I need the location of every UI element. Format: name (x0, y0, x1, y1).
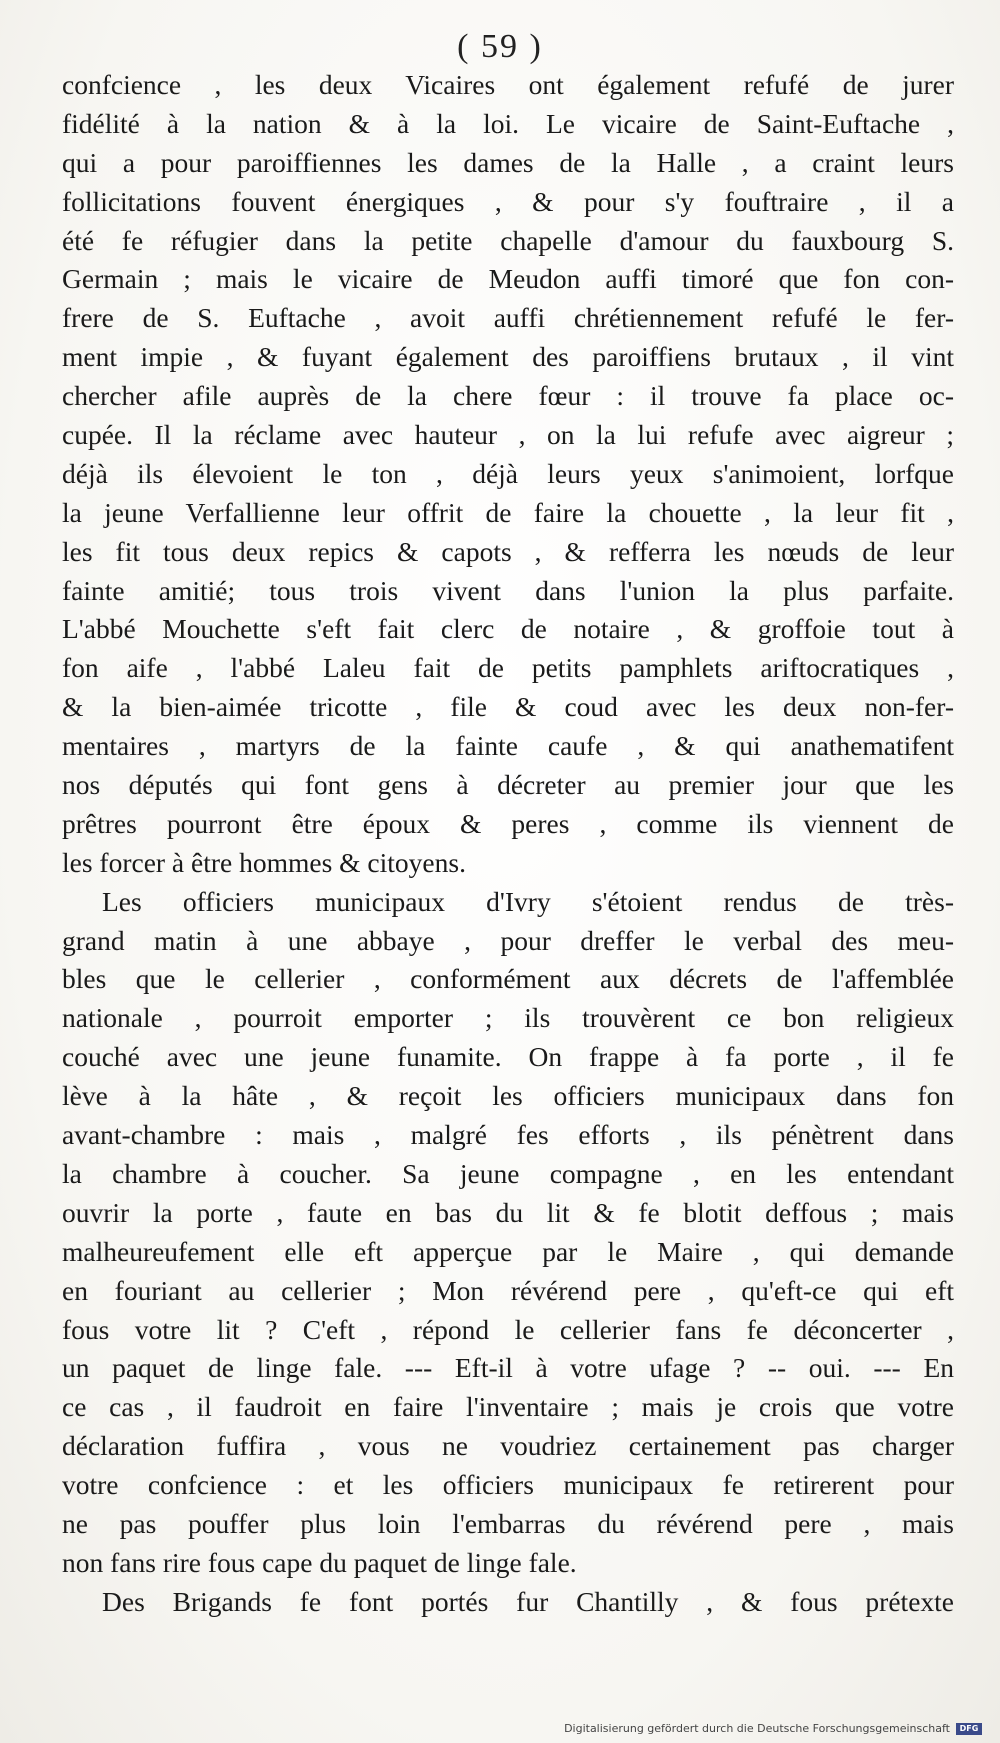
text-line: couché avec une jeune funamite. On frappe à fa porte , il fe (62, 1041, 954, 1073)
text-line: frere de S. Euftache , avoit auffi chrétiennement refufé le fer- (62, 302, 954, 334)
text-line: prêtres pourront être époux & peres , comme ils viennent de (62, 807, 954, 839)
body-text (62, 66, 954, 1622)
text-line: confcience , les deux Vicaires ont également refufé de jurer (62, 69, 954, 100)
text-line: Des Brigands fe font portés fur Chantilly , & fous prétexte (102, 1585, 954, 1617)
text-line: les fit tous deux repics & capots , & refferra les nœuds de leur (62, 535, 954, 567)
credit-text: Digitalisierung gefördert durch die Deutsche Forschungsgemeinschaft (564, 1722, 950, 1735)
text-line: grand matin à une abbaye , pour dreffer le verbal des meu- (62, 924, 954, 956)
text-line: fous votre lit ? C'eft , répond le cellerier fans fe déconcerter , (62, 1313, 954, 1345)
text-line: ouvrir la porte , faute en bas du lit & fe blotit deffous ; mais (62, 1196, 954, 1228)
text-line: non fans rire fous cape du paquet de linge fale. (62, 1546, 577, 1578)
text-line: fidélité à la nation & à la loi. Le vicaire de Saint-Euftache , (62, 107, 954, 139)
text-line: nationale , pourroit emporter ; ils trouvèrent ce bon religieux (62, 1002, 954, 1034)
text-line: cupée. Il la réclame avec hauteur , on la lui refufe avec aigreur ; (62, 419, 954, 451)
dfg-logo-icon: DFG (956, 1723, 982, 1735)
text-line: Germain ; mais le vicaire de Meudon auffi timoré que fon con- (62, 263, 954, 295)
text-line: malheureufement elle eft apperçue par le Maire , qui demande (62, 1235, 954, 1267)
text-line: Les officiers municipaux d'Ivry s'étoient rendus de très- (102, 885, 954, 917)
text-line: en fouriant au cellerier ; Mon révérend pere , qu'eft-ce qui eft (62, 1274, 954, 1306)
text-line: été fe réfugier dans la petite chapelle d'amour du fauxbourg S. (62, 224, 954, 256)
text-line: bles que le cellerier , conformément aux décrets de l'affemblée (62, 963, 954, 995)
text-line: fainte amitié; tous trois vivent dans l'union la plus parfaite. (62, 574, 954, 606)
text-line: déjà ils élevoient le ton , déjà leurs yeux s'animoient, lorfque (62, 457, 954, 489)
text-line: L'abbé Mouchette s'eft fait clerc de notaire , & groffoie tout à (62, 613, 954, 645)
text-line: & la bien-aimée tricotte , file & coud avec les deux non-fer- (62, 691, 954, 723)
text-line: la chambre à coucher. Sa jeune compagne , en les entendant (62, 1157, 954, 1189)
text-line: les forcer à être hommes & citoyens. (62, 846, 466, 878)
text-line: follicitations fouvent énergiques , & pour s'y fouftraire , il a (62, 185, 954, 217)
text-line: un paquet de linge fale. --- Eft-il à votre ufage ? -- oui. --- En (62, 1352, 954, 1384)
text-line: nos députés qui font gens à décreter au premier jour que les (62, 769, 954, 801)
text-line: déclaration fuffira , vous ne voudriez certainement pas charger (62, 1430, 954, 1462)
text-line: fon aife , l'abbé Laleu fait de petits pamphlets ariftocratiques , (62, 652, 954, 684)
text-line: qui a pour paroiffiennes les dames de la Halle , a craint leurs (62, 146, 954, 178)
text-line: lève à la hâte , & reçoit les officiers municipaux dans fon (62, 1080, 954, 1112)
text-line: avant-chambre : mais , malgré fes efforts , ils pénètrent dans (62, 1119, 954, 1151)
text-line: mentaires , martyrs de la fainte caufe , & qui anathematifent (62, 730, 954, 762)
page-number: ( 59 ) (457, 28, 543, 65)
text-line: ce cas , il faudroit en faire l'inventaire ; mais je crois que votre (62, 1391, 954, 1423)
digitization-credit (564, 1722, 982, 1735)
text-line: chercher afile auprès de la chere fœur : il trouve fa place oc- (62, 380, 954, 412)
text-line: ment impie , & fuyant également des paroiffiens brutaux , il vint (62, 341, 954, 373)
text-line: votre confcience : et les officiers municipaux fe retirerent pour (62, 1469, 954, 1501)
text-line: la jeune Verfallienne leur offrit de faire la chouette , la leur fit , (62, 496, 954, 528)
text-line: ne pas pouffer plus loin l'embarras du révérend pere , mais (62, 1507, 954, 1539)
